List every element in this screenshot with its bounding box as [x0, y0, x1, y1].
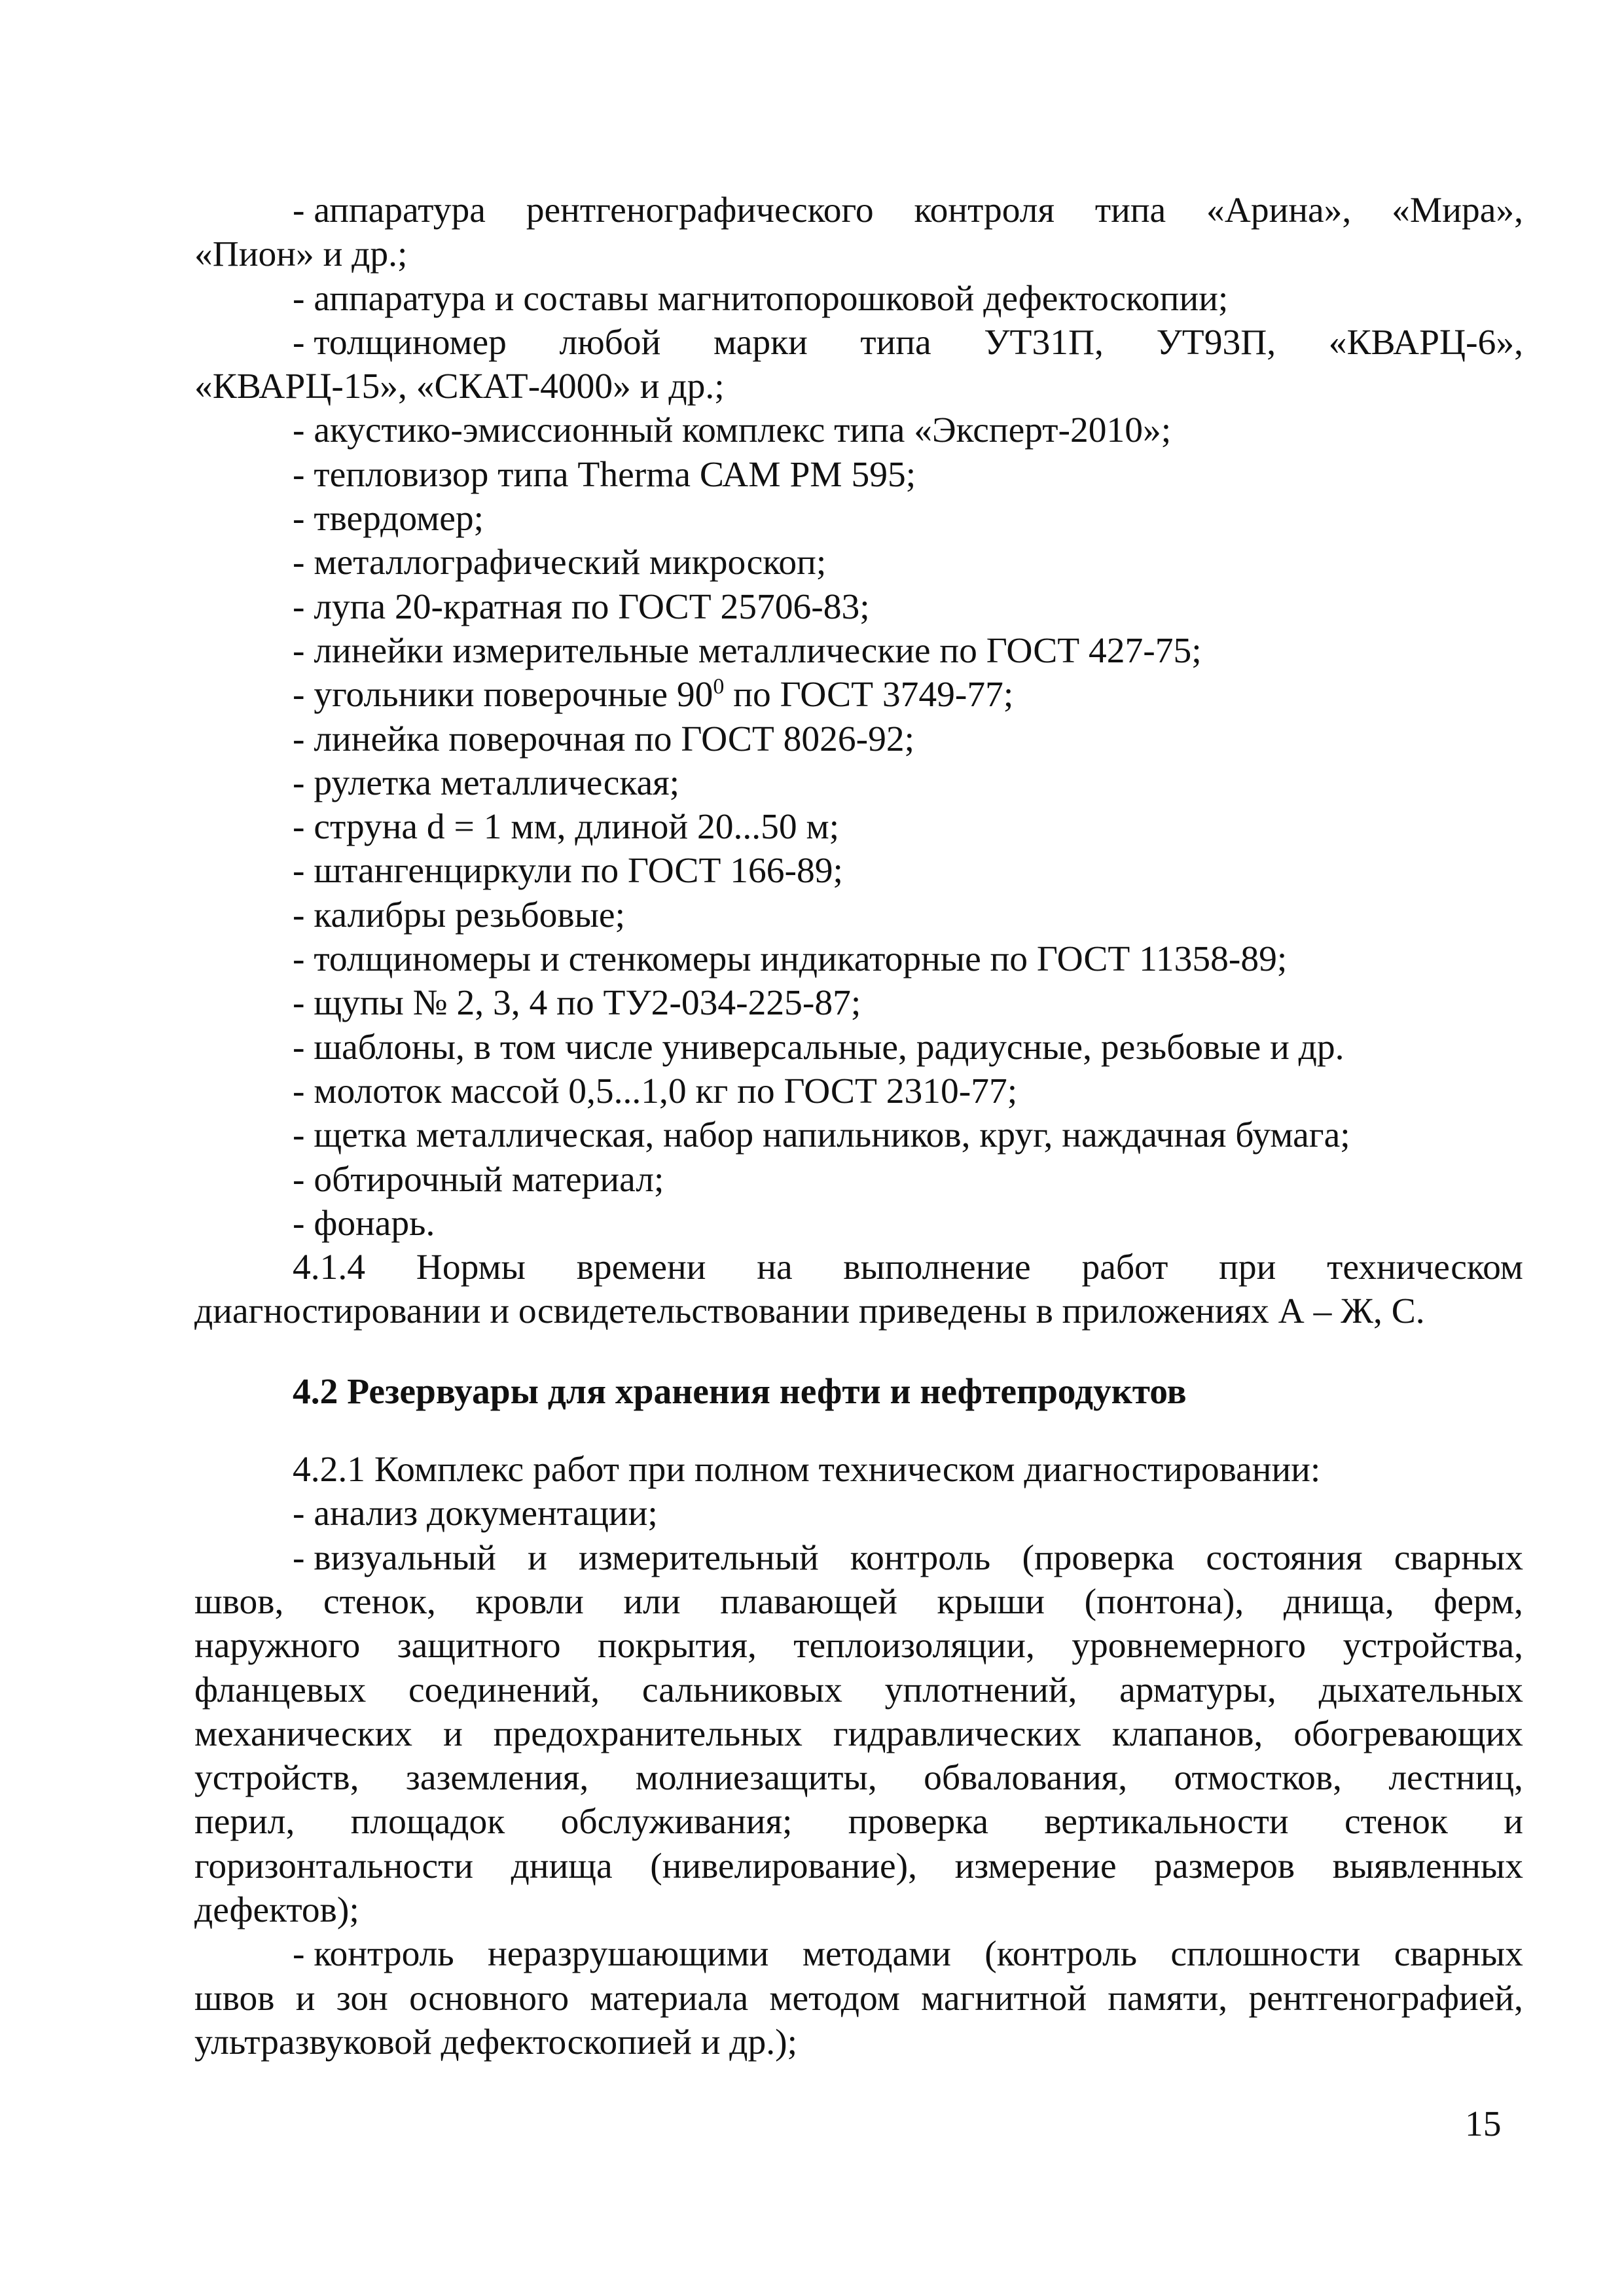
- list-item: - рулетка металлическая;: [293, 762, 680, 803]
- list-item: - калибры резьбовые;: [293, 895, 625, 935]
- word: днища,: [1283, 1581, 1394, 1622]
- list-item: - штангенциркули по ГОСТ 166-89;: [293, 851, 843, 891]
- word: типа: [1094, 190, 1166, 230]
- paragraph-line: диагностировании и освидетельствовании приведены в приложениях А – Ж, С.: [194, 1291, 1425, 1332]
- list-item: - фонарь.: [293, 1203, 435, 1244]
- list-item: [194, 1536, 1523, 1580]
- text-line: [194, 1580, 1523, 1624]
- text-line: ультразвуковой дефектоскопией и др.);: [194, 2022, 798, 2062]
- word: швов: [194, 1978, 275, 2018]
- word: или: [623, 1581, 681, 1622]
- word: и: [1504, 1802, 1523, 1842]
- word: механических: [194, 1713, 413, 1754]
- word: покрытия,: [598, 1626, 757, 1666]
- word: памяти,: [1108, 1978, 1228, 2018]
- word: 4.1.4: [293, 1247, 365, 1288]
- word: Нормы: [416, 1247, 526, 1288]
- word: «Арина»,: [1206, 190, 1352, 230]
- word: рентгенографического: [526, 190, 874, 230]
- word: (контроль: [984, 1934, 1138, 1975]
- word: соединений,: [408, 1670, 600, 1710]
- word: уровнемерного: [1072, 1626, 1307, 1666]
- word: отмостков,: [1174, 1758, 1342, 1799]
- list-item: - акустико-эмиссионный комплекс типа «Эксперт-2010»;: [293, 410, 1172, 451]
- list-item: - шаблоны, в том числе универсальные, радиусные, резьбовые и др.: [293, 1027, 1344, 1067]
- word: «Мира»,: [1392, 190, 1523, 230]
- list-item: - тепловизор типа Therma САМ РМ 595;: [293, 454, 916, 495]
- list-item: - лупа 20-кратная по ГОСТ 25706-83;: [293, 586, 870, 627]
- list-item: - щупы № 2, 3, 4 по ТУ2-034-225-87;: [293, 983, 861, 1024]
- word: зон: [336, 1978, 388, 2018]
- text-line: «КВАРЦ-15», «СКАТ-4000» и др.;: [194, 367, 725, 407]
- page-number: 15: [1465, 2104, 1502, 2144]
- word: измерительный: [579, 1537, 819, 1578]
- text-line: [194, 1624, 1523, 1668]
- word: выполнение: [843, 1247, 1031, 1288]
- text-line: [194, 1712, 1523, 1756]
- word: - толщиномер: [293, 322, 507, 363]
- text-line: [194, 1756, 1523, 1800]
- word: (нивелирование),: [650, 1846, 918, 1886]
- word: клапанов,: [1111, 1713, 1263, 1754]
- list-item: - линейка поверочная по ГОСТ 8026-92;: [293, 719, 915, 759]
- word: марки: [713, 322, 808, 363]
- list-item: - толщиномеры и стенкомеры индикаторные по ГОСТ 11358-89;: [293, 939, 1288, 980]
- list-item: - анализ документации;: [293, 1494, 658, 1534]
- document-body: [194, 188, 1523, 2064]
- word: сварных: [1394, 1537, 1523, 1578]
- paragraph-line: 4.2.1 Комплекс работ при полном техническом диагностировании:: [293, 1450, 1321, 1490]
- word: (проверка: [1022, 1537, 1175, 1578]
- list-item: - обтирочный материал;: [293, 1159, 664, 1200]
- word: сальниковых: [641, 1670, 842, 1710]
- word: днища: [511, 1846, 613, 1886]
- word: ферм,: [1434, 1581, 1523, 1622]
- word: крыши: [937, 1581, 1045, 1622]
- word: обогревающих: [1293, 1713, 1523, 1754]
- list-item: - струна d = 1 мм, длиной 20...50 м;: [293, 807, 840, 848]
- list-item: [194, 321, 1523, 365]
- word: УТ93П,: [1156, 322, 1276, 363]
- word: перил,: [194, 1802, 295, 1842]
- list-item: - щетка металлическая, набор напильников, круг, наждачная бумага;: [293, 1115, 1350, 1156]
- word: магнитной: [921, 1978, 1087, 2018]
- word: швов,: [194, 1581, 284, 1622]
- word: горизонтальности: [194, 1846, 474, 1886]
- word: заземления,: [405, 1758, 589, 1799]
- word: обвалования,: [924, 1758, 1128, 1799]
- word: стенок,: [323, 1581, 436, 1622]
- word: сплошности: [1170, 1934, 1361, 1975]
- list-item: - твердомер;: [293, 499, 484, 539]
- list-item: - линейки измерительные металлические по ГОСТ 427-75;: [293, 630, 1202, 671]
- word: гидравлических: [833, 1713, 1081, 1754]
- word: сварных: [1394, 1934, 1523, 1975]
- word: уплотнений,: [884, 1670, 1077, 1710]
- word: неразрушающими: [488, 1934, 769, 1975]
- list-item-text: - угольники поверочные 90: [293, 675, 713, 715]
- text-line: «Пион» и др.;: [194, 234, 408, 275]
- word: основного: [409, 1978, 569, 2018]
- word: методами: [802, 1934, 951, 1975]
- word: предохранительных: [493, 1713, 803, 1754]
- word: теплоизоляции,: [793, 1626, 1035, 1666]
- word: техническом: [1327, 1247, 1523, 1288]
- word: УТ31П,: [984, 322, 1104, 363]
- word: дыхательных: [1318, 1670, 1523, 1710]
- word: и: [528, 1537, 547, 1578]
- word: (понтона),: [1084, 1581, 1244, 1622]
- paragraph-line: [194, 1246, 1523, 1289]
- word: любой: [559, 322, 661, 363]
- word: времени: [576, 1247, 706, 1288]
- word: вертикальности: [1044, 1802, 1289, 1842]
- degree-superscript: 0: [713, 674, 725, 699]
- word: лестниц,: [1388, 1758, 1523, 1799]
- list-item: [194, 1932, 1523, 1976]
- word: типа: [860, 322, 931, 363]
- word: наружного: [194, 1626, 361, 1666]
- text-line: [194, 1844, 1523, 1888]
- text-line: дефектов);: [194, 1890, 359, 1930]
- word: и: [443, 1713, 463, 1754]
- word: на: [757, 1247, 793, 1288]
- word: площадок: [350, 1802, 505, 1842]
- word: проверка: [848, 1802, 989, 1842]
- word: и: [295, 1978, 316, 2018]
- list-item-text: по ГОСТ 3749-77;: [724, 675, 1014, 715]
- word: устройства,: [1343, 1626, 1523, 1666]
- word: рентгенографией,: [1248, 1978, 1523, 2018]
- text-line: [194, 1977, 1523, 2020]
- word: выявленных: [1332, 1846, 1523, 1886]
- word: контроль: [850, 1537, 991, 1578]
- word: работ: [1081, 1247, 1168, 1288]
- word: - визуальный: [293, 1537, 496, 1578]
- word: устройств,: [194, 1758, 359, 1799]
- word: кровли: [475, 1581, 584, 1622]
- word: стенок: [1344, 1802, 1448, 1842]
- word: фланцевых: [194, 1670, 367, 1710]
- word: - аппаратура: [293, 190, 486, 230]
- word: - контроль: [293, 1934, 454, 1975]
- text-line: [194, 1668, 1523, 1712]
- word: арматуры,: [1119, 1670, 1276, 1710]
- word: плавающей: [720, 1581, 897, 1622]
- word: измерение: [954, 1846, 1117, 1886]
- word: методом: [769, 1978, 900, 2018]
- word: защитного: [397, 1626, 561, 1666]
- word: при: [1219, 1247, 1276, 1288]
- list-item: - аппаратура и составы магнитопорошковой дефектоскопии;: [293, 278, 1229, 319]
- list-item: - молоток массой 0,5...1,0 кг по ГОСТ 2310-77;: [293, 1071, 1018, 1111]
- word: материала: [590, 1978, 749, 2018]
- section-heading: 4.2 Резервуары для хранения нефти и нефтепродуктов: [293, 1371, 1187, 1412]
- word: «КВАРЦ-6»,: [1328, 322, 1523, 363]
- list-item: [194, 673, 1523, 717]
- word: обслуживания;: [560, 1802, 793, 1842]
- word: контроля: [914, 190, 1055, 230]
- word: молниезащиты,: [635, 1758, 877, 1799]
- list-item: - металлографический микроскоп;: [293, 543, 827, 583]
- list-item: [194, 188, 1523, 232]
- text-line: [194, 1800, 1523, 1844]
- word: состояния: [1206, 1537, 1363, 1578]
- word: размеров: [1154, 1846, 1295, 1886]
